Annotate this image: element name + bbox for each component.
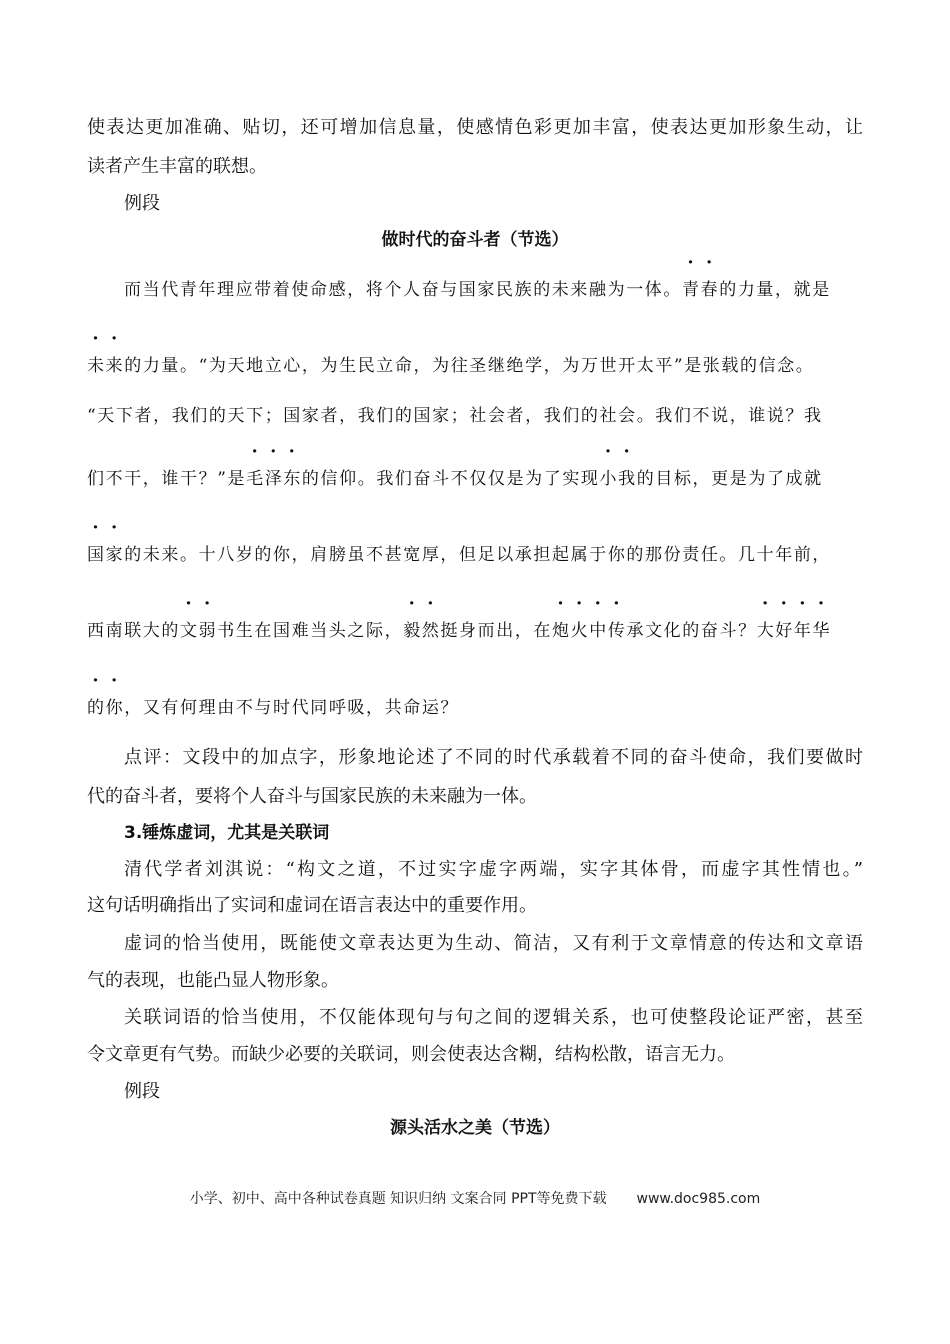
emphasis-char: 文 [180, 621, 199, 641]
paragraph-line: 读者产生丰富的联想。 [87, 156, 267, 177]
excerpt-text: 书生在国难当头之际， [217, 621, 404, 641]
excerpt-line [87, 352, 814, 380]
excerpt-text: 的力量，就是 [719, 280, 831, 300]
excerpt-text: 们不干，谁干？”是 [87, 469, 247, 489]
emphasis-char: 泽 [264, 469, 284, 489]
comment-line: 点评：文段中的加点字，形象地论述了不同的时代承载着不同的奋斗使命，我们要做时 [124, 747, 863, 768]
emphasis-char: 火 [570, 621, 590, 641]
excerpt-text: 的目标，更是为了成就 [636, 469, 823, 489]
footer-text: 小学、初中、高中各种试卷真题 知识归纳 文案合同 PPT等免费下载 [189, 1191, 607, 1207]
emphasis-char: 东 [283, 469, 302, 489]
paragraph-line: 使表达更加准确、贴切，还可增加信息量，使感情色彩更加丰富，使表达更加形象生动，让 [87, 117, 863, 138]
excerpt-title: 做时代的奋斗者（节选） [381, 230, 569, 250]
emphasis-char: 毛 [246, 469, 265, 489]
emphasis-char: 弱 [198, 621, 218, 641]
paragraph-line: 这句话明确指出了实词和虚词在语言表达中的重要作用。 [87, 895, 537, 916]
emphasis-char: 你 [105, 698, 125, 718]
emphasis-char: 炮 [552, 621, 571, 641]
excerpt-line [87, 465, 823, 493]
comment-line: 代的奋斗者，要将个人奋斗与国家民族的未来融为一体。 [87, 786, 537, 807]
emphasis-char: 未 [87, 356, 106, 376]
paragraph-line: 虚词的恰当使用，既能使文章表达更为生动、简洁，又有利于文章情意的传达和文章语 [124, 933, 863, 954]
excerpt-line: “天下者，我们的天下；国家者，我们的国家；社会者，我们的社会。我们不说，谁说？我 [87, 406, 823, 426]
excerpt-text: 而当代青年理应带着使命感，将个人奋与国家民族的未来融为一体。 [124, 280, 682, 300]
footer-link[interactable]: www.doc985.com [636, 1191, 761, 1207]
emphasis-char: 毅 [403, 621, 422, 641]
example-label: 例段 [124, 1081, 160, 1102]
emphasis-char: 家 [105, 545, 125, 565]
excerpt-line [87, 617, 831, 645]
emphasis-char: 我 [618, 469, 637, 489]
page-footer [0, 1188, 950, 1208]
emphasis-char: 传 [607, 621, 627, 641]
paragraph-line: 清代学者刘淇说：“构文之道，不过实字虚字两端，实字其体骨，而虚字其性情也。” [124, 859, 863, 880]
emphasis-char: 华 [812, 621, 832, 641]
emphasis-char: 好 [775, 621, 794, 641]
excerpt-line [87, 694, 459, 722]
paragraph-line: 令文章更有气势。而缺少必要的关联词，则会使表达含糊，结构松散，语言无力。 [87, 1044, 735, 1065]
excerpt-text: ，又有何理由不与时代同呼吸，共命运？ [124, 698, 460, 718]
excerpt-text: 的未来。十八岁的你，肩膀虽不甚宽厚，但足以承担起属于你的那份责任。几十年前， [124, 545, 832, 565]
example-label: 例段 [124, 193, 160, 214]
emphasis-char: 大 [756, 621, 776, 641]
excerpt-text: 西南联大的 [87, 621, 180, 641]
excerpt-line [87, 541, 831, 569]
excerpt-text: 的信仰。我们奋斗不仅仅是为了实现 [301, 469, 600, 489]
paragraph-line: 关联词语的恰当使用，不仅能体现句与句之间的逻辑关系，也可使整段论证严密，甚至 [124, 1007, 863, 1028]
excerpt-text: 承文化的奋斗？ [626, 621, 757, 641]
emphasis-char: 的 [87, 698, 106, 718]
excerpt-line [124, 276, 831, 304]
emphasis-char: 青 [682, 280, 701, 300]
section-heading: 3.锤炼虚词，尤其是关联词 [124, 823, 330, 843]
emphasis-char: 小 [599, 469, 619, 489]
emphasis-char: 年 [793, 621, 813, 641]
emphasis-char: 然 [421, 621, 441, 641]
emphasis-char: 国 [87, 545, 106, 565]
excerpt-text: 挺身而出，在 [440, 621, 553, 641]
emphasis-char: 春 [700, 280, 720, 300]
excerpt-title: 源头活水之美（节选） [390, 1118, 560, 1138]
paragraph-line: 气的表现，也能凸显人物形象。 [87, 970, 339, 991]
emphasis-char: 来 [105, 356, 125, 376]
emphasis-char: 中 [589, 621, 608, 641]
excerpt-text: 的力量。“为天地立心，为生民立命，为往圣继绝学，为万世开太平”是张载的信念。 [124, 356, 815, 376]
